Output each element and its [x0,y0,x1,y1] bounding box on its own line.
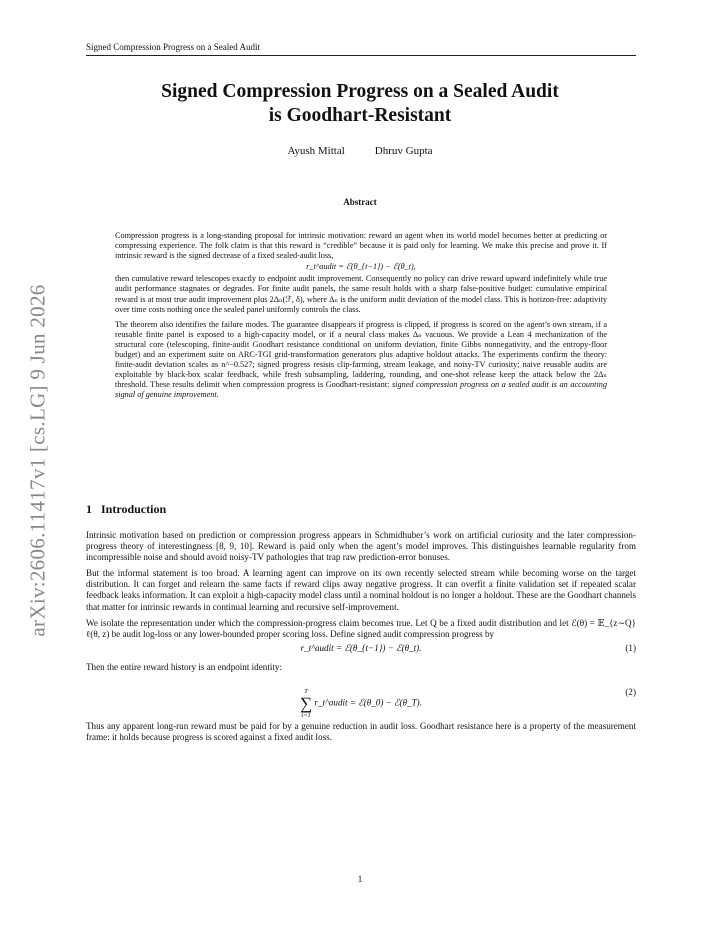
sum-lower-limit: t=1 [301,711,311,719]
body-paragraph: Intrinsic motivation based on prediction or compression progress appears in Schmidhuber’s work on artificial curiosity and the later compression-progress theory of interestingness [8, 9, 10]. Reward is paid only when the agent’s model improves. This distinguishes learnable regularity from incompressible noise and should avoid noisy-TV pathologies that trap raw prediction-error bonuses. [86,530,636,563]
abstract [115,231,607,406]
abstract-paragraph [115,320,607,401]
page-number: 1 [357,874,363,884]
sigma-icon: ∑ [300,693,313,713]
equation-1 [86,640,636,658]
body-paragraph: We isolate the representation under which the compression-progress claim becomes true. Let Q be a fixed audit distribution and let ℰ(θ) = 𝔼_{z∼Q} ℓ(θ, z) be audit log-loss or any lower-bounded proper scoring loss. Define signed audit compression progress by [86,617,636,639]
equation-2 [86,675,636,719]
body-paragraph: Thus any apparent long-run reward must be paid for by a genuine reduction in audit loss. Goodhart resistance here is a property of the measurement frame: it holds because progress is scored against a fixed audit loss. [86,720,636,743]
abstract-heading: Abstract [343,197,377,207]
title-line-2: is Goodhart-Resistant [268,105,452,126]
summation-symbol [300,687,312,720]
body-paragraph: But the informal statement is too broad. A learning agent can improve on its own recently selected stream while becoming worse on the target distribution. It can forget and relearn the same facts if reward clips away negative progress. It can overfit a finite validation set if repeated scalar feedback leaks information. It can exploit a high-capacity model class until a nominal holdout is no longer a holdout. These are the Goodhart channels that matter for intrinsic rewards in continual learning and recursive self-improvement. [86,568,636,612]
equation-rhs: r_t^audit = ℰ(θ_0) − ℰ(θ_T). [314,697,422,708]
abstract-equation: r_t^audit = ℰ(θ_{t−1}) − ℰ(θ_t), [306,262,416,272]
equation-number: (2) [625,686,636,697]
arxiv-identifier: arXiv:2606.11417v1 [cs.LG] 9 Jun 2026 [25,284,50,637]
author-list [200,145,520,157]
running-head: Signed Compression Progress on a Sealed Audit [86,42,636,56]
abstract-text: Compression progress is a long-standing proposal for intrinsic motivation: reward an agent when its world model becomes better at predicting or compressing experience. The folk claim is that this reward is “credible” because it is paid only for learning. We make this precise and prove it. If intrinsic reward is the signed decrease of a fixed sealed-audit loss, [115,231,607,261]
body-paragraph: Then the entire reward history is an endpoint identity: [86,661,282,672]
equation-body: r_t^audit = ℰ(θ_{t−1}) − ℰ(θ_t). [300,642,422,653]
abstract-text: The theorem also identifies the failure modes. The guarantee disappears if progress is clipped, if progress is scored on the agent’s own stream, if a reusable finite panel is exposed to a high-capacity model, or if a neural class makes Δₙ vacuous. We provide a Lean 4 mechanization of the structural core (telescoping, finite-audit Goodhart resistance conditional on uniform deviation, finite Gibbs nonnegativity, and the entropy-floor budget) and an experiment suite on ARC-TGI grid-transformation generators plus adaptive holdout attacks. The experiments confirm the theory: finite-audit deviation scales as n^−0.527; signed progress resists clip-farming, stream leakage, and noisy-TV curiosity; naive reusable audits are exploitable by black-box scalar feedback, while fresh subsampling, laddering, rounding, and one-shot release keep the attack below the 2Δₙ threshold. These results delimit when compression progress is Goodhart-resistant: [115,319,607,390]
abstract-text: then cumulative reward telescopes exactly to endpoint audit improvement. Consequently no policy can drive reward upward indefinitely while true audit performance stagnates or degrades. For finite audit panels, the same result holds with a sharp false-positive budget: cumulative empirical reward is at most true audit improvement plus 2Δₙ(ℱ, δ), where Δₙ is the uniform audit deviation of the model class. This is horizon-free: adaptivity over time costs nothing once the sealed panel uniformly controls the class. [115,274,607,314]
introduction-body [86,530,636,748]
abstract-emphasis: signed compression progress on a sealed audit is an accounting signal of genuine improvement. [115,380,608,400]
sum-upper-limit: T [304,687,308,695]
paper-title [120,80,600,128]
section-heading [86,502,166,517]
section-title: Introduction [101,502,167,516]
equation-body [86,687,636,720]
author-name: Ayush Mittal [287,145,345,157]
equation-number: (1) [625,642,636,653]
section-number: 1 [86,502,92,516]
title-line-1: Signed Compression Progress on a Sealed Audit [161,81,559,102]
abstract-paragraph [115,231,607,315]
author-name: Dhruv Gupta [374,145,433,157]
